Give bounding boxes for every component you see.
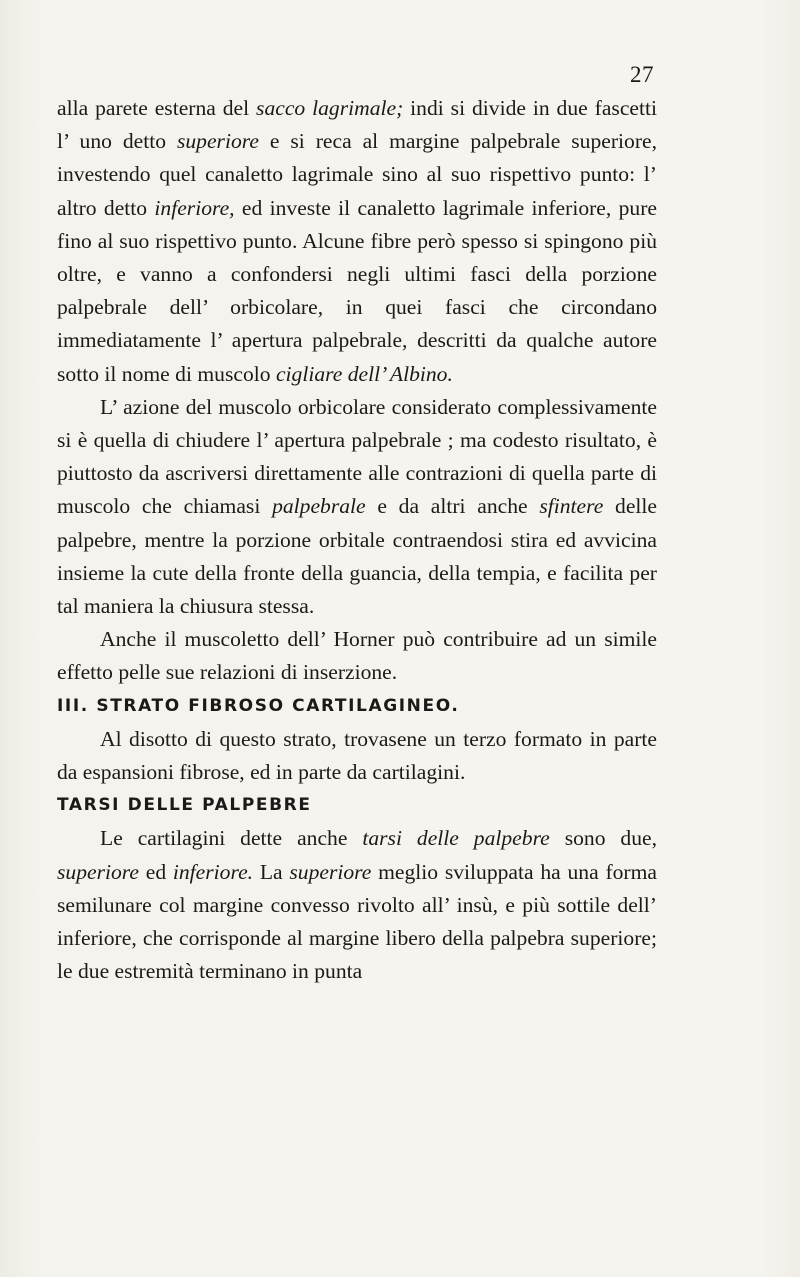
italic-term: tarsi delle palpebre xyxy=(362,826,550,851)
paragraph-tarsi xyxy=(57,822,657,988)
text-run: ed investe il canaletto lagrimale inferiore, pure fino al suo rispettivo punto. Alcune fibre però spesso si spingono più oltre, e vanno a confondersi negli ultimi fasci della porzione palpebrale dell’ orbicolare, in quei fasci che circondano immediatamente l’ apertura palpebrale, descritti da qualche autore sotto il nome di muscolo xyxy=(57,195,657,386)
paragraph-stratum: Al disotto di questo strato, trovasene un terzo formato in parte da espansioni fibrose, ed in parte da cartilagini. xyxy=(57,726,657,785)
text-run: sono due, xyxy=(549,826,658,851)
section-heading-tarsi: TARSI DELLE PALPEBRE xyxy=(57,795,312,816)
italic-term: palpebrale xyxy=(272,494,366,519)
italic-term: superiore xyxy=(57,859,139,884)
paragraph-action xyxy=(57,391,657,623)
text-run: meglio sviluppata ha una forma semilunare col margine convesso rivolto all’ insù, e più sottile dell’ inferiore, che corrisponde al margine libero della palpebra superiore; le due estremità terminano in punta xyxy=(57,859,658,984)
italic-term: superiore xyxy=(176,129,259,154)
italic-term: superiore xyxy=(289,859,372,884)
section-heading-stratum: III. STRATO FIBROSO CARTILAGINEO. xyxy=(57,695,460,716)
italic-term: sacco lagrimale; xyxy=(256,96,404,120)
text-run: alla parete esterna del xyxy=(57,96,257,120)
italic-term: cigliare dell’ Albino. xyxy=(275,361,453,386)
text-run: e si reca al margine palpebrale superiore, investendo quel canaletto lagrimale sino al suo rispettivo punto: l’ altro detto xyxy=(57,129,658,220)
italic-term: sfintere xyxy=(539,494,604,519)
text-run: La xyxy=(253,859,290,884)
italic-term: inferiore. xyxy=(172,859,254,884)
text-run: delle palpebre, mentre la porzione orbitale contraendosi stira ed avvicina insieme la cute della fronte della guancia, della tempia, e facilita per tal maniera la chiusura stessa. xyxy=(57,494,657,619)
italic-term: inferiore, xyxy=(154,195,235,220)
text-run: ed xyxy=(138,859,173,884)
text-run: e da altri anche xyxy=(365,494,540,519)
paragraph-horner: Anche il muscoletto dell’ Horner può contribuire ad un simile effetto pelle sue relazioni di inserzione. xyxy=(57,627,657,685)
text-run: Le cartilagini dette anche xyxy=(100,826,363,851)
paragraph-continued xyxy=(57,92,657,391)
page-body xyxy=(57,92,657,988)
page-number: 27 xyxy=(630,62,654,87)
text-run: L’ azione del muscolo orbicolare considerato complessivamente si è quella di chiudere l’ apertura palpebrale ; ma codesto risultato, è piuttosto da ascriversi direttamente alle contrazioni di quella parte di muscolo che chiamasi xyxy=(57,394,657,519)
text-run: indi si divide in due fascetti l’ uno detto xyxy=(57,96,657,154)
